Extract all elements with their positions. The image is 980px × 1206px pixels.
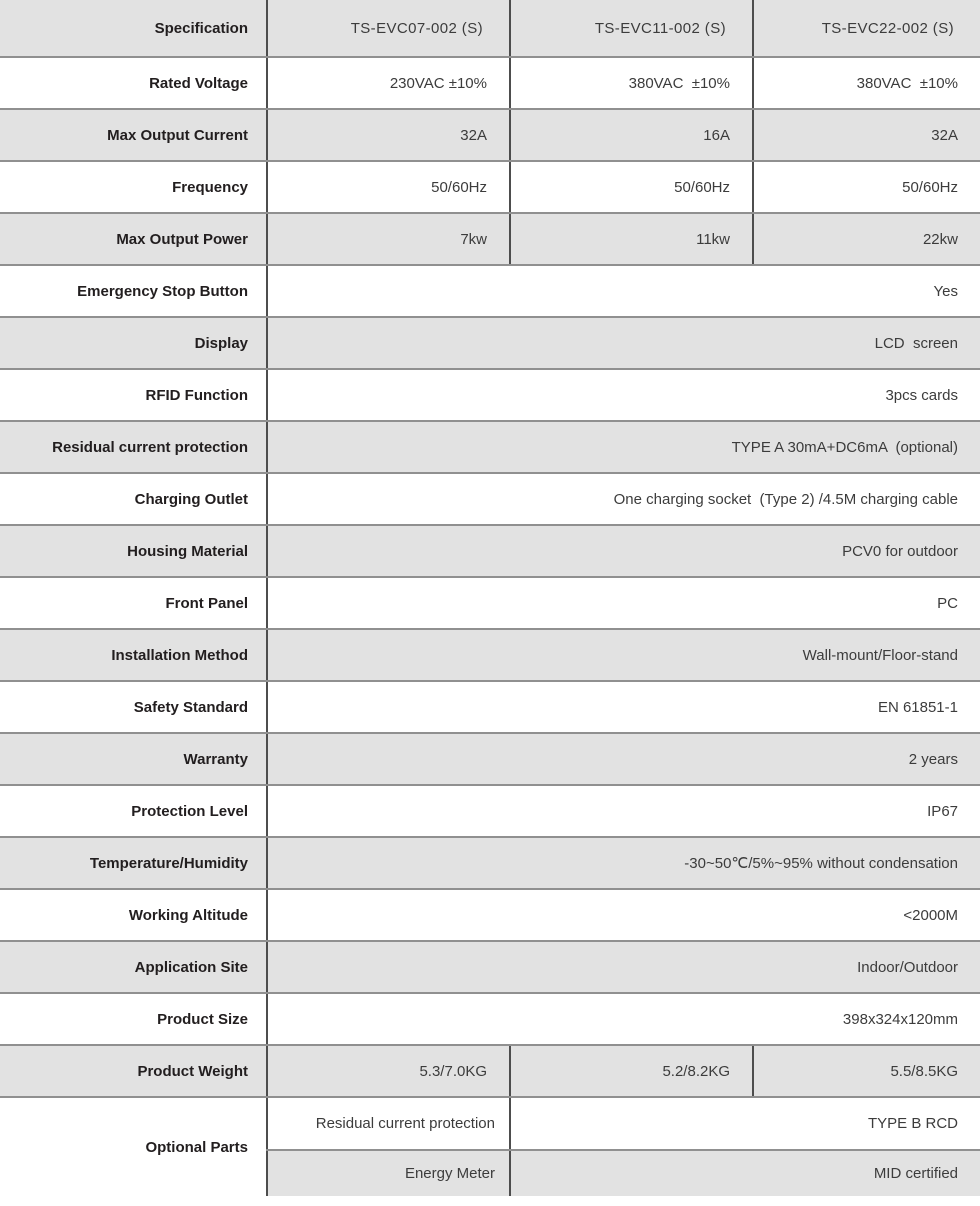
table-row xyxy=(0,109,980,161)
table-row xyxy=(0,421,980,473)
table-row xyxy=(0,317,980,369)
table-row xyxy=(0,941,980,993)
row-value: PC xyxy=(267,577,980,629)
row-value: TYPE A 30mA+DC6mA (optional) xyxy=(267,421,980,473)
row-value: 32A xyxy=(753,109,980,161)
table-row xyxy=(0,733,980,785)
row-label: Max Output Current xyxy=(0,109,267,161)
table-row xyxy=(0,213,980,265)
row-value: LCD screen xyxy=(267,317,980,369)
row-value: 16A xyxy=(510,109,753,161)
row-label: Safety Standard xyxy=(0,681,267,733)
row-label: Optional Parts xyxy=(0,1097,267,1196)
row-value: IP67 xyxy=(267,785,980,837)
row-value: Wall-mount/Floor-stand xyxy=(267,629,980,681)
column-header-model-2: TS-EVC11-002 (S) xyxy=(510,0,753,57)
column-header-model-3: TS-EVC22-002 (S) xyxy=(753,0,980,57)
row-value: -30~50℃/5%~95% without condensation xyxy=(267,837,980,889)
row-value: 3pcs cards xyxy=(267,369,980,421)
column-header-model-1: TS-EVC07-002 (S) xyxy=(267,0,510,57)
table-row xyxy=(0,629,980,681)
optional-part-name: Residual current protection xyxy=(267,1097,510,1150)
row-value: 398x324x120mm xyxy=(267,993,980,1045)
optional-part-value: MID certified xyxy=(510,1150,980,1196)
table-row xyxy=(0,1045,980,1097)
row-value: Indoor/Outdoor xyxy=(267,941,980,993)
table-row xyxy=(0,473,980,525)
row-label: Housing Material xyxy=(0,525,267,577)
row-label: Display xyxy=(0,317,267,369)
row-value: EN 61851-1 xyxy=(267,681,980,733)
row-label: Product Weight xyxy=(0,1045,267,1097)
row-value: One charging socket (Type 2) /4.5M charging cable xyxy=(267,473,980,525)
row-label: Temperature/Humidity xyxy=(0,837,267,889)
row-value: 11kw xyxy=(510,213,753,265)
row-value: 32A xyxy=(267,109,510,161)
row-value: 7kw xyxy=(267,213,510,265)
table-row xyxy=(0,993,980,1045)
row-value: 380VAC ±10% xyxy=(753,57,980,109)
row-label: Product Size xyxy=(0,993,267,1045)
row-label: Frequency xyxy=(0,161,267,213)
row-label: Charging Outlet xyxy=(0,473,267,525)
table-row xyxy=(0,785,980,837)
row-label: Max Output Power xyxy=(0,213,267,265)
header-label: Specification xyxy=(0,0,267,57)
row-label: Emergency Stop Button xyxy=(0,265,267,317)
table-row xyxy=(0,265,980,317)
table-row xyxy=(0,889,980,941)
table-row xyxy=(0,57,980,109)
row-label: Protection Level xyxy=(0,785,267,837)
row-value: 380VAC ±10% xyxy=(510,57,753,109)
row-label: Working Altitude xyxy=(0,889,267,941)
row-label: Installation Method xyxy=(0,629,267,681)
table-row xyxy=(0,577,980,629)
table-row xyxy=(0,161,980,213)
row-value: PCV0 for outdoor xyxy=(267,525,980,577)
row-value: 2 years xyxy=(267,733,980,785)
row-label: Application Site xyxy=(0,941,267,993)
row-label: RFID Function xyxy=(0,369,267,421)
table-row xyxy=(0,525,980,577)
row-value: 5.2/8.2KG xyxy=(510,1045,753,1097)
row-value: <2000M xyxy=(267,889,980,941)
row-value: 50/60Hz xyxy=(753,161,980,213)
row-label: Front Panel xyxy=(0,577,267,629)
row-value: 50/60Hz xyxy=(510,161,753,213)
row-label: Residual current protection xyxy=(0,421,267,473)
optional-parts-row xyxy=(0,1097,980,1150)
optional-part-name: Energy Meter xyxy=(267,1150,510,1196)
row-label: Rated Voltage xyxy=(0,57,267,109)
table-header-row xyxy=(0,0,980,57)
row-value: 50/60Hz xyxy=(267,161,510,213)
optional-part-value: TYPE B RCD xyxy=(510,1097,980,1150)
row-value: Yes xyxy=(267,265,980,317)
table-row xyxy=(0,837,980,889)
row-label: Warranty xyxy=(0,733,267,785)
table-row xyxy=(0,369,980,421)
row-value: 5.3/7.0KG xyxy=(267,1045,510,1097)
row-value: 5.5/8.5KG xyxy=(753,1045,980,1097)
row-value: 22kw xyxy=(753,213,980,265)
table-row xyxy=(0,681,980,733)
row-value: 230VAC ±10% xyxy=(267,57,510,109)
